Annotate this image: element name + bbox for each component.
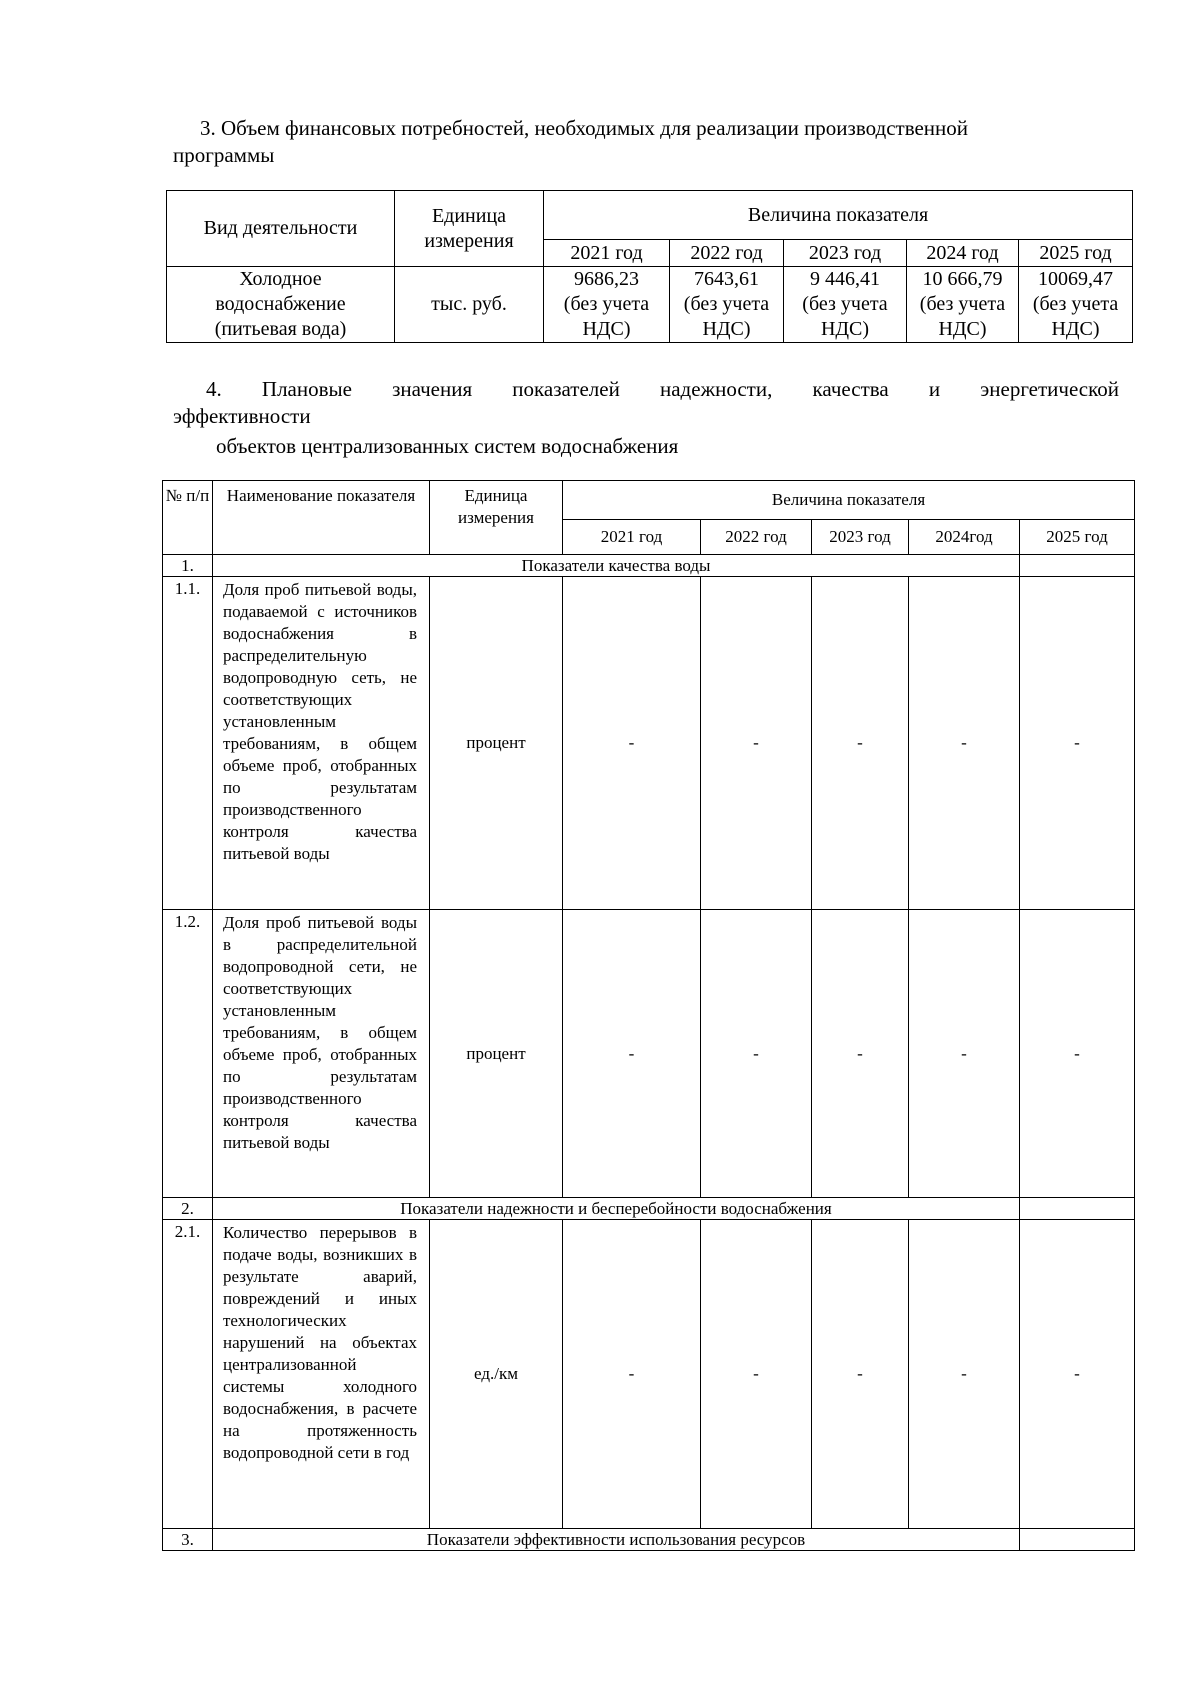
value-cell: -	[1020, 910, 1135, 1198]
year-header: 2023 год	[812, 520, 909, 555]
table-row	[167, 267, 1133, 343]
value-cell: -	[909, 1220, 1020, 1529]
indicator-name: Доля проб питьевой воды, подаваемой с источников водоснабжения в распределительную водопроводную сеть, не соответствующих установленным требованиям, в общем объеме проб, отобранных по результатам производственного контроля качества питьевой воды	[213, 577, 430, 910]
table-row	[163, 1220, 1135, 1529]
value-cell: -	[909, 577, 1020, 910]
empty-cell	[1020, 555, 1135, 577]
value-cell: 10069,47 (без учета НДС)	[1019, 267, 1133, 343]
col-unit-header: Единица измерения	[430, 481, 563, 555]
section-title: Показатели эффективности использования ресурсов	[213, 1529, 1020, 1551]
row-num: 1.1.	[163, 577, 213, 910]
value-cell: -	[1020, 1220, 1135, 1529]
table-section-row	[163, 1529, 1135, 1551]
section-num: 1.	[163, 555, 213, 577]
indicator-name: Количество перерывов в подаче воды, возникших в результате аварий, повреждений и иных технологических нарушений на объектах централизованной системы холодного водоснабжения, в расчете на протяженность водопроводной сети в год	[213, 1220, 430, 1529]
value-cell: -	[563, 577, 701, 910]
unit-cell: ед./км	[430, 1220, 563, 1529]
row-num: 2.1.	[163, 1220, 213, 1529]
year-header: 2022 год	[701, 520, 812, 555]
indicators-table	[162, 480, 1135, 1551]
value-cell: -	[701, 910, 812, 1198]
row-num: 1.2.	[163, 910, 213, 1198]
year-header: 2021 год	[544, 240, 670, 267]
value-cell: 10 666,79 (без учета НДС)	[907, 267, 1019, 343]
value-cell: 9 446,41 (без учета НДС)	[784, 267, 907, 343]
unit-cell: процент	[430, 910, 563, 1198]
year-header: 2025 год	[1019, 240, 1133, 267]
empty-cell	[1020, 1198, 1135, 1220]
value-cell: -	[563, 910, 701, 1198]
indicator-name: Доля проб питьевой воды в распределительной водопроводной сети, не соответствующих установленным требованиям, в общем объеме проб, отобранных по результатам производственного контроля качества питьевой воды	[213, 910, 430, 1198]
section-4-heading	[173, 376, 1119, 460]
table-section-row	[163, 555, 1135, 577]
section-num: 2.	[163, 1198, 213, 1220]
section-3-heading-line2: программы	[173, 143, 275, 167]
value-cell: 7643,61 (без учета НДС)	[670, 267, 784, 343]
table-row	[163, 910, 1135, 1198]
section-num: 3.	[163, 1529, 213, 1551]
section-3-heading	[173, 115, 1133, 169]
section-title: Показатели качества воды	[213, 555, 1020, 577]
empty-cell	[1020, 1529, 1135, 1551]
col-activity-header: Вид деятельности	[167, 191, 395, 267]
unit-cell: процент	[430, 577, 563, 910]
section-4-heading-line2: эффективности	[173, 404, 311, 428]
activity-cell: Холодное водоснабжение (питьевая вода)	[167, 267, 395, 343]
financial-needs-table	[166, 190, 1133, 343]
section-title: Показатели надежности и бесперебойности водоснабжения	[213, 1198, 1020, 1220]
unit-cell: тыс. руб.	[395, 267, 544, 343]
value-cell: -	[701, 577, 812, 910]
year-header: 2024 год	[907, 240, 1019, 267]
value-cell: -	[812, 577, 909, 910]
year-header: 2021 год	[563, 520, 701, 555]
section-3-heading-line1: 3. Объем финансовых потребностей, необходимых для реализации производственной	[200, 116, 969, 140]
value-cell: 9686,23 (без учета НДС)	[544, 267, 670, 343]
table-section-row	[163, 1198, 1135, 1220]
col-unit-header: Единица измерения	[395, 191, 544, 267]
value-cell: -	[909, 910, 1020, 1198]
year-header: 2025 год	[1020, 520, 1135, 555]
value-cell: -	[1020, 577, 1135, 910]
value-cell: -	[701, 1220, 812, 1529]
col-value-header: Величина показателя	[544, 191, 1133, 240]
year-header: 2023 год	[784, 240, 907, 267]
value-cell: -	[812, 910, 909, 1198]
col-value-header: Величина показателя	[563, 481, 1135, 520]
col-name-header: Наименование показателя	[213, 481, 430, 555]
table-row	[163, 577, 1135, 910]
value-cell: -	[812, 1220, 909, 1529]
value-cell: -	[563, 1220, 701, 1529]
year-header: 2022 год	[670, 240, 784, 267]
section-4-heading-line3: объектов централизованных систем водоснабжения	[216, 434, 679, 458]
section-4-heading-line1: 4. Плановые значения показателей надежности, качества и энергетической	[206, 377, 1119, 401]
year-header: 2024год	[909, 520, 1020, 555]
col-num-header: № п/п	[163, 481, 213, 555]
